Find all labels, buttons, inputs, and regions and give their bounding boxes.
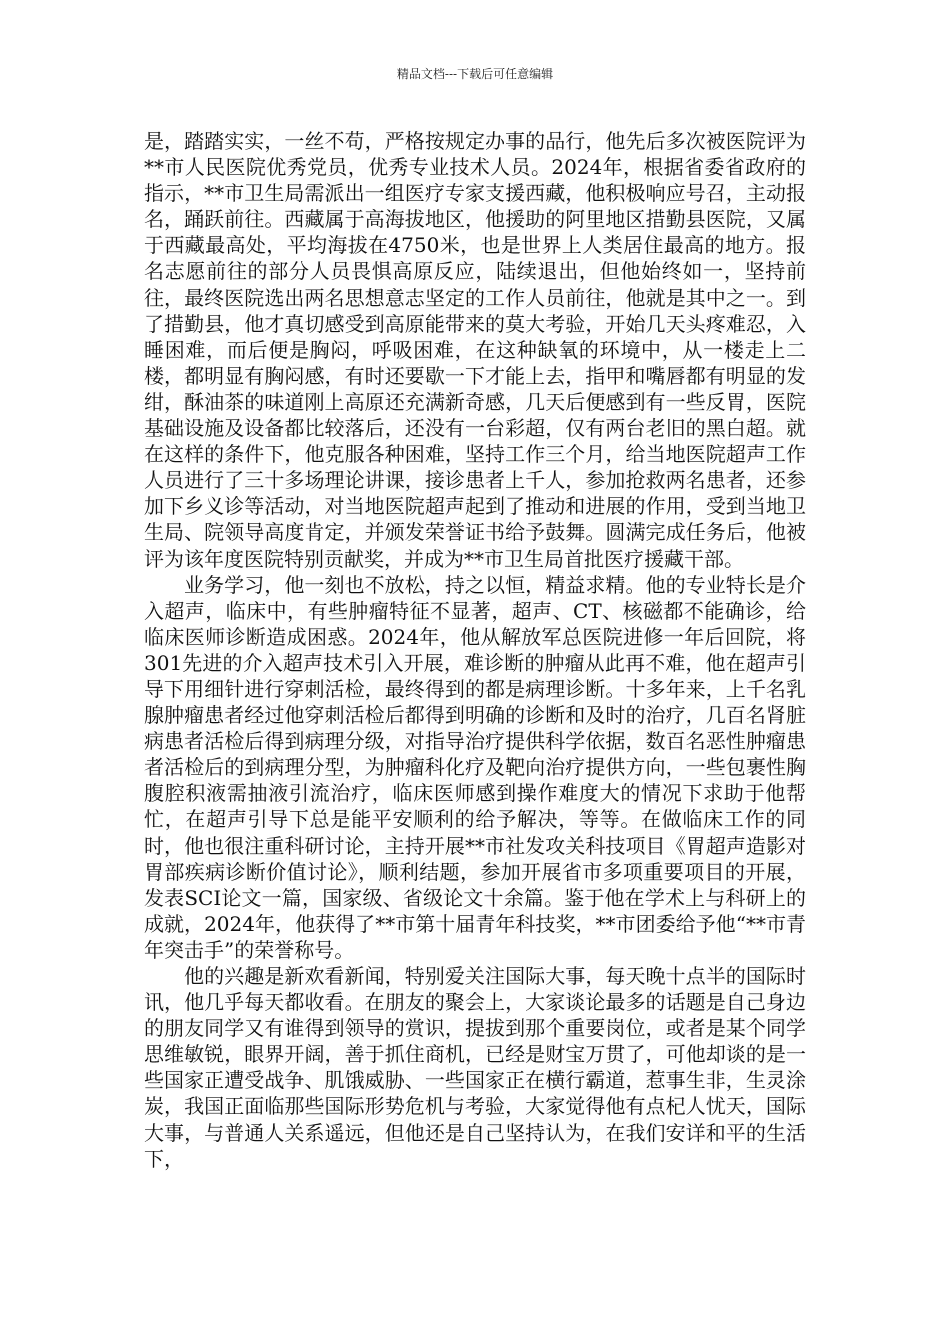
paragraph-2: 业务学习，他一刻也不放松，持之以恒，精益求精。他的专业特长是介入超声，临床中，有些肿瘤特征不显著，超声、CT、核磁都不能确诊，给临床医师诊断造成困惑。2024年，他从解放军总医院进修一年后回院，将301先进的介入超声技术引入开展，难诊断的肿瘤从此再不难，他在超声引导下用细针进行穿刺活检，最终得到的都是病理诊断。十多年来，上千名乳腺肿瘤患者经过他穿刺活检后都得到明确的诊断和及时的治疗，几百名肾脏病患者活检后得到病理分级，对指导治疗提供科学依据，数百名恶性肿瘤患者活检后的到病理分型，为肿瘤科化疗及靶向治疗提供方向，一些包裹性胸腹腔积液需抽液引流治疗，临床医师感到操作难度大的情况下求助于他帮忙，在超声引导下总是能平安顺利的给予解决，等等。在做临床工作的同时，他也很注重科研讨论，主持开展**市社发攻关科技项目《胃超声造影对胃部疾病诊断价值讨论》，顺利结题，参加开展省市多项重要项目的开展，发表SCI论文一篇，国家级、省级论文十余篇。鉴于他在学术上与科研上的成就，2024年，他获得了**市第十届青年科技奖，**市团委给予他“**市青年突击手”的荣誉称号。 [144, 572, 806, 962]
document-body [144, 128, 806, 1172]
page-header: 精品文档---下载后可任意编辑 [396, 67, 554, 81]
paragraph-3: 他的兴趣是新欢看新闻，特别爱关注国际大事，每天晚十点半的国际时讯，他几乎每天都收看。在朋友的聚会上，大家谈论最多的话题是自己身边的朋友同学又有谁得到领导的赏识，提拔到那个重要岗位，或者是某个同学思维敏锐，眼界开阔，善于抓住商机，已经是财宝万贯了，可他却谈的是一些国家正遭受战争、肌饿威胁、一些国家正在横行霸道，惹事生非，生灵涂炭，我国正面临那些国际形势危机与考验，大家觉得他有点杞人忧天，国际大事，与普通人关系遥远，但他还是自己坚持认为，在我们安详和平的生活下， [144, 964, 806, 1171]
paragraph-1: 是，踏踏实实，一丝不苟，严格按规定办事的品行，他先后多次被医院评为**市人民医院优秀党员，优秀专业技术人员。2024年，根据省委省政府的指示，**市卫生局需派出一组医疗专家支援西藏，他积极响应号召，主动报名，踊跃前往。西藏属于高海拔地区，他援助的阿里地区措勤县医院，又属于西藏最高处，平均海拔在4750米，也是世界上人类居住最高的地方。报名志愿前往的部分人员畏惧高原反应，陆续退出，但他始终如一，坚持前往，最终医院选出两名思想意志坚定的工作人员前往，他就是其中之一。到了措勤县，他才真切感受到高原能带来的莫大考验，开始几天头疼难忍，入睡困难，而后便是胸闷，呼吸困难，在这种缺氧的环境中，从一楼走上二楼，都明显有胸闷感，有时还要歇一下才能上去，指甲和嘴唇都有明显的发绀，酥油茶的味道刚上高原还充满新奇感，几天后便感到有一些反胃，医院基础设施及设备都比较落后，还没有一台彩超，仅有两台老旧的黑白超。就在这样的条件下，他克服各种困难，坚持工作三个月，给当地医院超声工作人员进行了三十多场理论讲课，接诊患者上千人，参加抢救两名患者，还参加下乡义诊等活动，对当地医院超声起到了推动和进展的作用，受到当地卫生局、院领导高度肯定，并颁发荣誉证书给予鼓舞。圆满完成任务后，他被评为该年度医院特别贡献奖，并成为**市卫生局首批医疗援藏干部。 [144, 129, 806, 571]
